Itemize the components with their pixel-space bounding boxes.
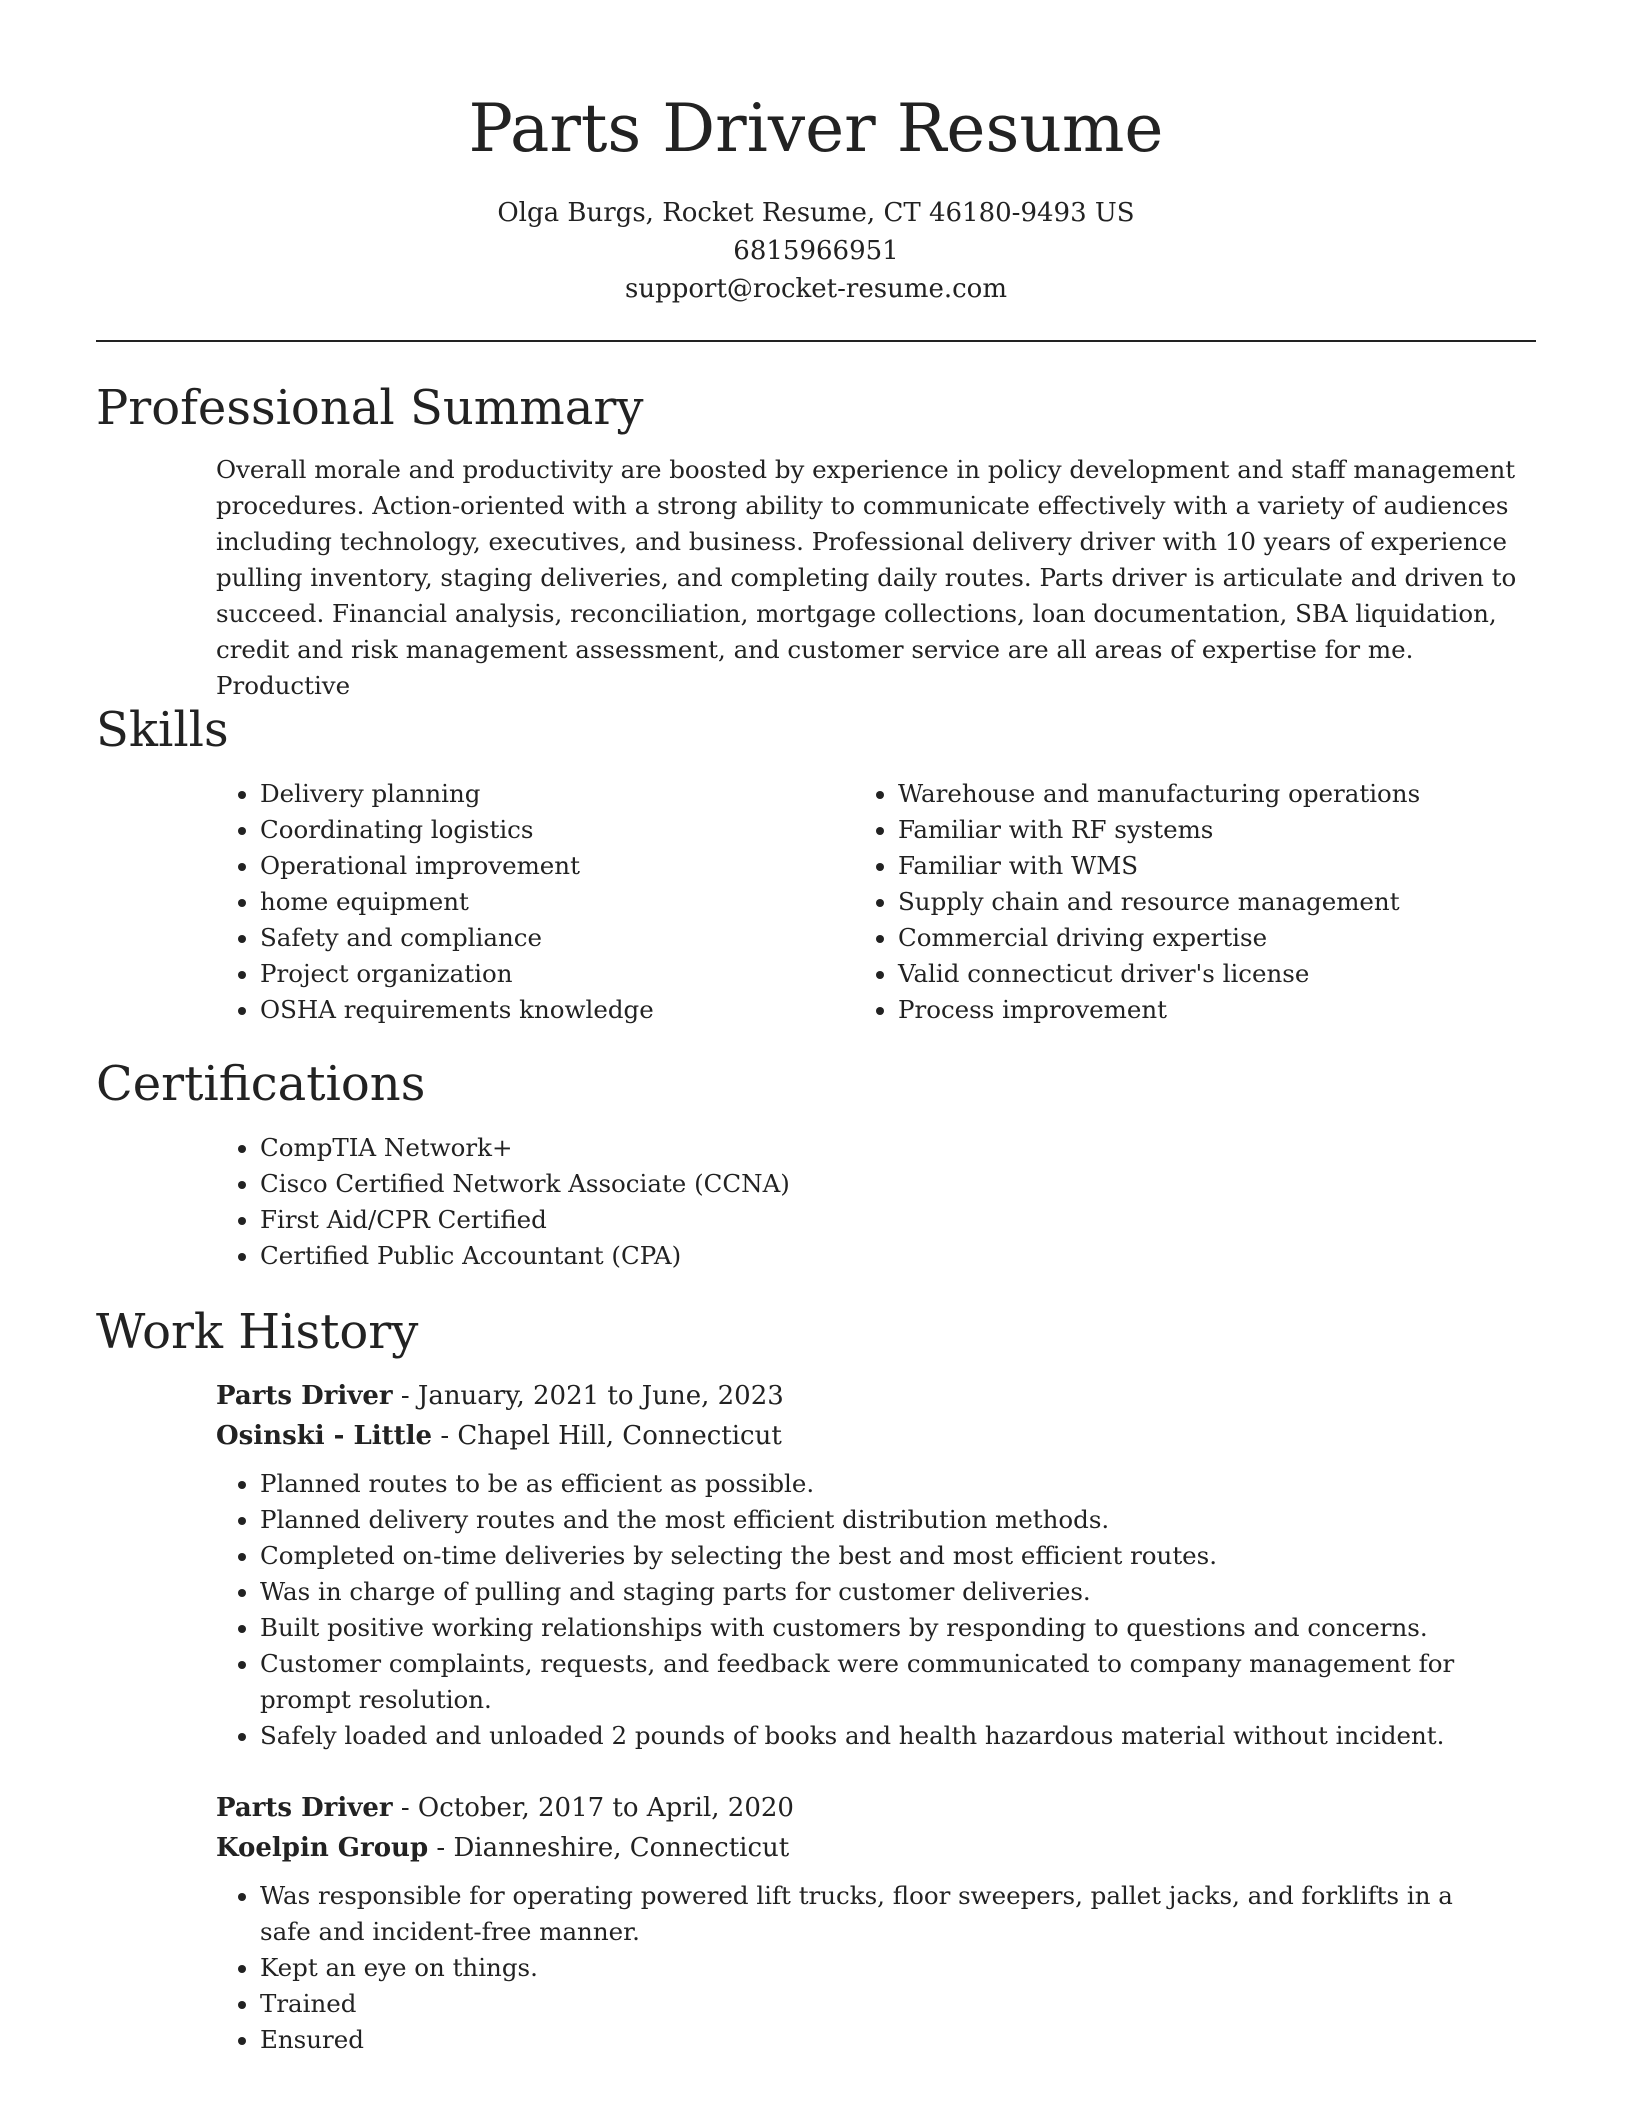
summary-heading: Professional Summary (96, 380, 644, 436)
job-location: - Dianneshire, Connecticut (428, 1833, 790, 1863)
contact-info (0, 194, 1632, 308)
job-duty: • Ensured (260, 2022, 1470, 2058)
job-title-line (216, 1788, 1536, 1828)
job-header (216, 1788, 1536, 1868)
skill-item: • Safety and compliance (260, 920, 898, 956)
job-location: - Chapel Hill, Connecticut (432, 1421, 782, 1451)
job-company-line (216, 1416, 1536, 1456)
job-duty: • Customer complaints, requests, and feedback were communicated to company management for prompt resolution. (260, 1646, 1470, 1718)
job-company: Koelpin Group (216, 1833, 429, 1863)
job-dates: - January, 2021 to June, 2023 (392, 1381, 784, 1411)
certification-item: • CompTIA Network+ (260, 1130, 1536, 1166)
skill-item: • Warehouse and manufacturing operations (898, 776, 1536, 812)
certification-item: • First Aid/CPR Certified (260, 1202, 1536, 1238)
work-history-section (96, 1302, 1536, 2058)
work-history-heading: Work History (96, 1304, 419, 1360)
skill-item: • Commercial driving expertise (898, 920, 1536, 956)
certification-item: • Cisco Certified Network Associate (CCNA) (260, 1166, 1536, 1202)
resume-header (0, 0, 1632, 308)
certifications-section (96, 1054, 1536, 1274)
certifications-list (96, 1130, 1536, 1274)
job-dates: - October, 2017 to April, 2020 (392, 1793, 794, 1823)
skill-item: • Project organization (260, 956, 898, 992)
job-duties-list (96, 1878, 1536, 2058)
job-duty: • Planned routes to be as efficient as possible. (260, 1466, 1470, 1502)
skills-heading: Skills (96, 702, 229, 758)
job-company-line (216, 1828, 1536, 1868)
job-title-line (216, 1376, 1536, 1416)
address-text: Olga Burgs, Rocket Resume, CT 46180-9493 US (497, 198, 1135, 228)
skill-item: • Operational improvement (260, 848, 898, 884)
skill-item: • Delivery planning (260, 776, 898, 812)
skill-item: • Process improvement (898, 992, 1536, 1028)
skill-item: • home equipment (260, 884, 898, 920)
skill-item: • Familiar with WMS (898, 848, 1536, 884)
summary-text: Overall morale and productivity are boosted by experience in policy development and staff management procedures. Action-oriented with a strong ability to communicate effectively with a variety of audiences including technology, executives, and business. Professional delivery driver with 10 years of experience pulling inventory, staging deliveries, and completing daily routes. Parts driver is articulate and driven to succeed. Financial analysis, reconciliation, mortgage collections, loan documentation, SBA liquidation, credit and risk management assessment, and customer service are all areas of expertise for me. Productive (216, 455, 1517, 700)
certifications-heading: Certifications (96, 1056, 426, 1112)
job-title: Parts Driver (216, 1381, 393, 1411)
job-entry (96, 1788, 1536, 2058)
job-duty: • Was in charge of pulling and staging parts for customer deliveries. (260, 1574, 1470, 1610)
page-title: Parts Driver Resume (468, 90, 1164, 167)
job-title: Parts Driver (216, 1793, 393, 1823)
email-text: support@rocket-resume.com (624, 274, 1007, 304)
job-company: Osinski - Little (216, 1421, 433, 1451)
skill-item: • Familiar with RF systems (898, 812, 1536, 848)
job-entry (96, 1376, 1536, 1754)
skill-item: • Coordinating logistics (260, 812, 898, 848)
skills-list-left (96, 776, 898, 1028)
skills-list-right (898, 776, 1536, 1028)
job-duty: • Kept an eye on things. (260, 1950, 1470, 1986)
skill-item: • Supply chain and resource management (898, 884, 1536, 920)
job-duty: • Was responsible for operating powered lift trucks, floor sweepers, pallet jacks, and forklifts in a safe and incident-free manner. (260, 1878, 1470, 1950)
header-divider (96, 340, 1536, 342)
job-duty: • Completed on-time deliveries by selecting the best and most efficient routes. (260, 1538, 1470, 1574)
job-duty: • Trained (260, 1986, 1470, 2022)
skill-item: • OSHA requirements knowledge (260, 992, 898, 1028)
job-duties-list (96, 1466, 1536, 1754)
phone-text: 6815966951 (733, 236, 899, 266)
skill-item: • Valid connecticut driver's license (898, 956, 1536, 992)
job-duty: • Safely loaded and unloaded 2 pounds of books and health hazardous material without incident. (260, 1718, 1470, 1754)
skills-columns (96, 776, 1536, 1028)
job-duty: • Planned delivery routes and the most efficient distribution methods. (260, 1502, 1470, 1538)
job-header (216, 1376, 1536, 1456)
summary-section (96, 378, 1536, 704)
skills-section (96, 700, 1536, 1028)
job-duty: • Built positive working relationships with customers by responding to questions and concerns. (260, 1610, 1470, 1646)
certification-item: • Certified Public Accountant (CPA) (260, 1238, 1536, 1274)
